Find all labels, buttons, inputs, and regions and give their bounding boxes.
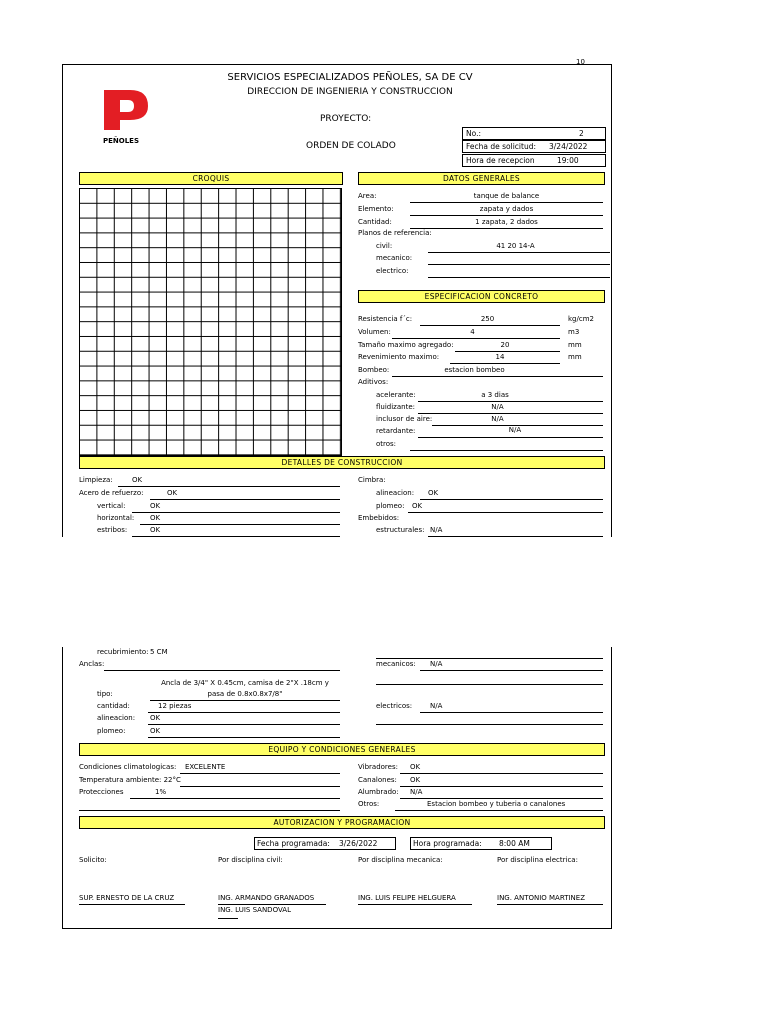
no-box	[462, 127, 606, 140]
limpieza-value: OK	[132, 476, 143, 484]
civil-name-1: ING. ARMANDO GRANADOS	[218, 894, 315, 902]
tamano-label: Tamaño maximo agregado:	[358, 341, 454, 349]
area-value: tanque de balance	[473, 192, 540, 200]
civil-disciplina-label: Por disciplina civil:	[218, 856, 283, 864]
inclusor-label: inclusor de aire:	[376, 415, 433, 423]
horizontal-label: horizontal:	[97, 514, 135, 522]
anclas-plomeo-label: plomeo:	[97, 727, 126, 735]
fluidizante-label: fluidizante:	[376, 403, 415, 411]
datos-header: DATOS GENERALES	[358, 172, 605, 185]
doc-title: ORDEN DE COLADO	[306, 141, 396, 151]
page-number: 10	[576, 58, 585, 66]
hora-label: Hora de recepcion	[466, 156, 535, 165]
volumen-value: 4	[470, 328, 475, 336]
canalones-value: OK	[410, 776, 421, 784]
estructurales-label: estructurales:	[376, 526, 425, 534]
retardante-label: retardante:	[376, 427, 416, 435]
aditivos-label: Aditivos:	[358, 378, 389, 386]
acelerante-value: a 3 dias	[481, 391, 509, 399]
protecciones-label: Protecciones	[79, 788, 124, 796]
anclas-alineacion-value: OK	[150, 714, 161, 722]
embebidos-label: Embebidos:	[358, 514, 400, 522]
otros-equipo-label: Otros:	[358, 800, 380, 808]
anclas-cantidad-value: 12 piezas	[158, 702, 192, 710]
limpieza-label: Limpieza:	[79, 476, 113, 484]
electrica-disciplina-label: Por disciplina electrica:	[497, 856, 578, 864]
acero-value: OK	[167, 489, 178, 497]
electrica-name: ING. ANTONIO MARTINEZ	[497, 894, 585, 902]
croquis-header: CROQUIS	[79, 172, 343, 185]
estribos-label: estribos:	[97, 526, 128, 534]
mecanicos-value: N/A	[430, 660, 443, 668]
fecha-box	[462, 140, 606, 153]
especificacion-header: ESPECIFICACION CONCRETO	[358, 290, 605, 303]
tamano-value: 20	[500, 341, 510, 349]
fecha-programada-label: Fecha programada:	[257, 839, 330, 848]
planos-label: Planos de referencia:	[358, 229, 432, 237]
detalles-header: DETALLES DE CONSTRUCCION	[79, 456, 605, 469]
bombeo-value: estacion bombeo	[444, 366, 505, 374]
tipo-label: tipo:	[97, 690, 113, 698]
volumen-label: Volumen:	[358, 328, 391, 336]
inclusor-value: N/A	[491, 415, 504, 423]
vibradores-value: OK	[410, 763, 421, 771]
area-label: Area:	[358, 192, 377, 200]
anclas-label: Anclas:	[79, 660, 105, 668]
tamano-unit: mm	[568, 341, 582, 349]
elemento-label: Elemento:	[358, 205, 394, 213]
horizontal-value: OK	[150, 514, 161, 522]
autorizacion-header: AUTORIZACION Y PROGRAMACION	[79, 816, 605, 829]
bombeo-label: Bombeo:	[358, 366, 390, 374]
anclas-cantidad-label: cantidad:	[97, 702, 130, 710]
anclas-plomeo-value: OK	[150, 727, 161, 735]
revenimiento-label: Revenimiento maximo:	[358, 353, 440, 361]
fecha-label: Fecha de solicitud:	[466, 142, 536, 151]
fluidizante-value: N/A	[491, 403, 504, 411]
electricos-label: electricos:	[376, 702, 413, 710]
civil-label: civil:	[376, 242, 393, 250]
vertical-value: OK	[150, 502, 161, 510]
electrico-label: electrico:	[376, 267, 409, 275]
penoles-logo	[100, 86, 152, 134]
fecha-programada-box	[254, 837, 396, 850]
ancla-desc-1: Ancla de 3/4" X 0.45cm, camisa de 2"X .18cm y	[161, 679, 329, 687]
department: DIRECCION DE INGENIERIA Y CONSTRUCCION	[247, 87, 453, 97]
revenimiento-value: 14	[495, 353, 505, 361]
vertical-label: vertical:	[97, 502, 126, 510]
alineacion-label: alineacion:	[376, 489, 415, 497]
equipo-header: EQUIPO Y CONDICIONES GENERALES	[79, 743, 605, 756]
electricos-value: N/A	[430, 702, 443, 710]
acelerante-label: acelerante:	[376, 391, 416, 399]
croquis-grid	[79, 188, 342, 456]
mecanicos-label: mecanicos:	[376, 660, 416, 668]
penoles-logo-icon	[100, 86, 152, 134]
revenimiento-unit: mm	[568, 353, 582, 361]
plomeo-value: OK	[412, 502, 423, 510]
volumen-unit: m3	[568, 328, 580, 336]
anclas-alineacion-label: alineacion:	[97, 714, 136, 722]
recubrimiento-label: recubrimiento:	[97, 648, 149, 656]
estribos-value: OK	[150, 526, 161, 534]
alumbrado-value: N/A	[410, 788, 423, 796]
otros-equipo-value: Estacion bombeo y tuberia o canalones	[427, 800, 566, 808]
protecciones-value: 1%	[155, 788, 167, 796]
civil-name-2: ING. LUIS SANDOVAL	[218, 906, 291, 914]
no-label: No.:	[466, 129, 481, 138]
resistencia-label: Resistencia f´c:	[358, 315, 413, 323]
cimbra-label: Cimbra:	[358, 476, 386, 484]
civil-value: 41 20 14-A	[496, 242, 535, 250]
fecha-value: 3/24/2022	[549, 142, 588, 151]
cantidad-label: Cantidad:	[358, 218, 392, 226]
no-value: 2	[579, 129, 584, 138]
hora-value: 19:00	[557, 156, 579, 165]
vibradores-label: Vibradores:	[358, 763, 398, 771]
resistencia-value: 250	[480, 315, 495, 323]
company-name: SERVICIOS ESPECIALIZADOS PEÑOLES, SA DE CV	[227, 72, 473, 83]
mecanica-name: ING. LUIS FELIPE HELGUERA	[358, 894, 456, 902]
ancla-desc-2: pasa de 0.8x0.8x7/8"	[207, 690, 283, 698]
hora-programada-value: 8:00 AM	[499, 839, 530, 848]
estructurales-value: N/A	[430, 526, 443, 534]
elemento-value: zapata y dados	[479, 205, 534, 213]
proyecto-label: PROYECTO:	[320, 114, 372, 124]
temperatura-label: Temperatura ambiente: 22°C	[79, 776, 181, 784]
recubrimiento-value: 5 CM	[150, 648, 168, 656]
sup-name: SUP. ERNESTO DE LA CRUZ	[79, 894, 175, 902]
plomeo-label: plomeo:	[376, 502, 405, 510]
logo-text: PEÑOLES	[103, 137, 140, 145]
condiciones-value: EXCELENTE	[185, 763, 226, 771]
mecanica-disciplina-label: Por disciplina mecanica:	[358, 856, 443, 864]
mecanico-label: mecanico:	[376, 254, 413, 262]
hora-programada-box	[410, 837, 552, 850]
acero-label: Acero de refuerzo:	[79, 489, 144, 497]
resistencia-unit: kg/cm2	[568, 315, 594, 323]
alumbrado-label: Alumbrado:	[358, 788, 399, 796]
canalones-label: Canalones:	[358, 776, 397, 784]
otros-label: otros:	[376, 440, 397, 448]
cantidad-value: 1 zapata, 2 dados	[475, 218, 538, 226]
retardante-value: N/A	[508, 426, 522, 434]
hora-box	[462, 154, 606, 167]
condiciones-label: Condiciones climatologicas:	[79, 763, 177, 771]
alineacion-value: OK	[428, 489, 439, 497]
hora-programada-label: Hora programada:	[413, 839, 482, 848]
fecha-programada-value: 3/26/2022	[339, 839, 378, 848]
solicito-label: Solicito:	[79, 856, 107, 864]
